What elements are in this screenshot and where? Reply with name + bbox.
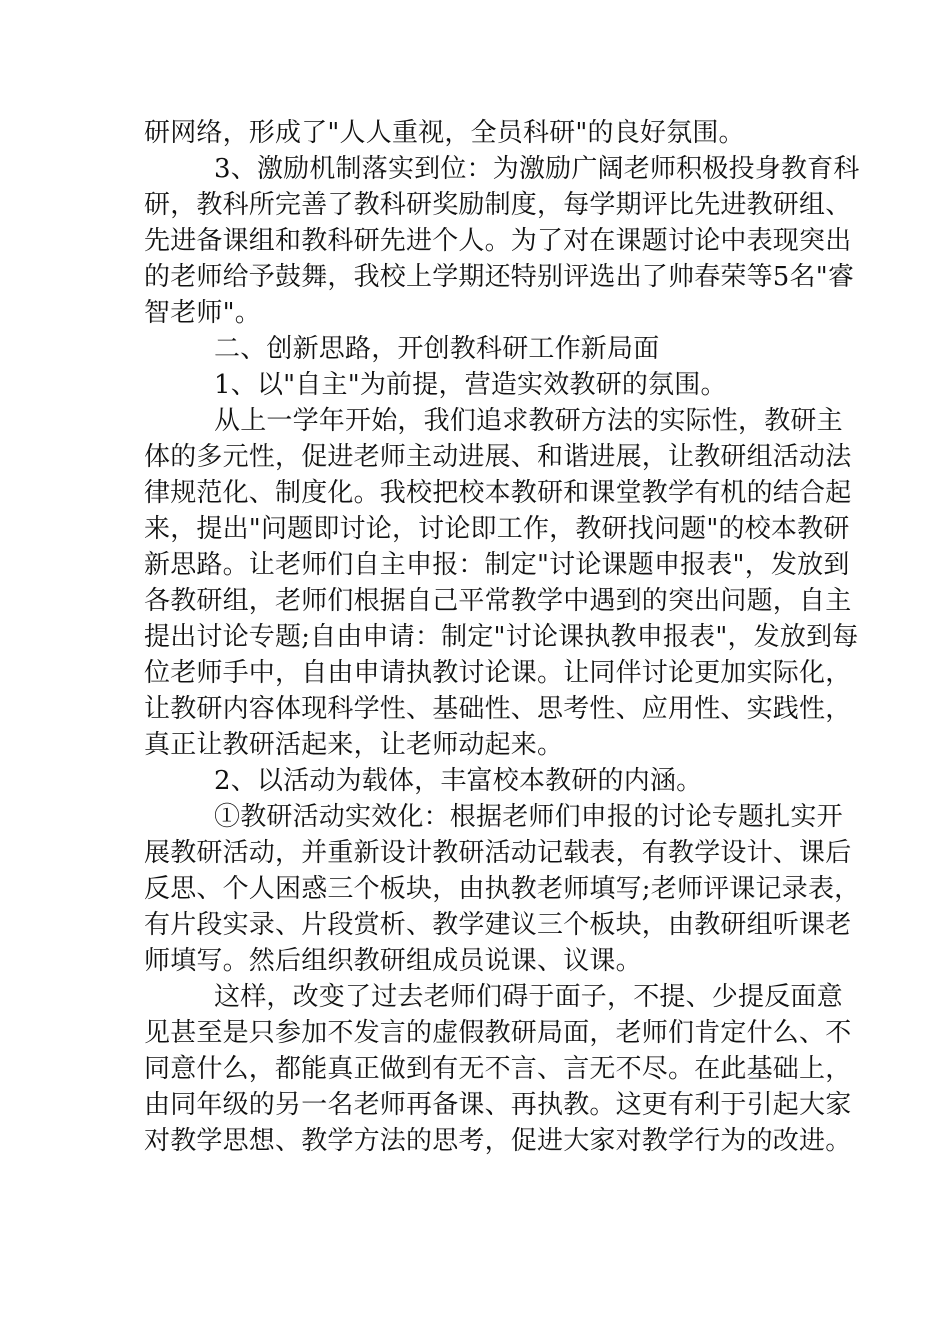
text-line: 先进备课组和教科研先进个人。为了对在课题讨论中表现突出 [144, 226, 852, 256]
text-line: 反思、个人困惑三个板块，由执教老师填写;老师评课记录表， [144, 874, 861, 904]
text-line: 有片段实录、片段赏析、教学建议三个板块，由教研组听课老 [144, 910, 852, 940]
paragraph-first-line: 3、激励机制落实到位：为激励广阔老师积极投身教育科 [214, 154, 860, 184]
text-line: 位老师手中，自由申请执教讨论课。让同伴讨论更加实际化， [144, 658, 852, 688]
text-line: 师填写。然后组织教研组成员说课、议课。 [144, 946, 642, 976]
text-line: 由同年级的另一名老师再备课、再执教。这更有利于引起大家 [144, 1090, 852, 1120]
paragraph-first-line: 这样，改变了过去老师们碍于面子，不提、少提反面意 [214, 982, 843, 1012]
text-line: 展教研活动，并重新设计教研活动记载表，有教学设计、课后 [144, 838, 852, 868]
text-line: 同意什么，都能真正做到有无不言、言无不尽。在此基础上， [144, 1054, 852, 1084]
text-line: 智老师"。 [144, 298, 261, 328]
text-line: 来，提出"问题即讨论，讨论即工作，教研找问题"的校本教研 [144, 514, 850, 544]
text-line: 律规范化、制度化。我校把校本教研和课堂教学有机的结合起 [144, 478, 852, 508]
text-line: 真正让教研活起来，让老师动起来。 [144, 730, 564, 760]
text-line: 各教研组，老师们根据自己平常教学中遇到的突出问题，自主 [144, 586, 852, 616]
text-line: 的老师给予鼓舞，我校上学期还特别评选出了帅春荣等5名"睿 [144, 262, 855, 292]
text-line: 研，教科所完善了教科研奖励制度，每学期评比先进教研组、 [144, 190, 852, 220]
text-line: 见甚至是只参加不发言的虚假教研局面，老师们肯定什么、不 [144, 1018, 852, 1048]
paragraph-first-line: 从上一学年开始，我们追求教研方法的实际性，教研主 [214, 406, 843, 436]
paragraph-first-line: 二、创新思路，开创教科研工作新局面 [214, 334, 660, 364]
text-line: 让教研内容体现科学性、基础性、思考性、应用性、实践性， [144, 694, 852, 724]
paragraph-first-line: 2、以活动为载体，丰富校本教研的内涵。 [214, 766, 703, 796]
paragraph-first-line: ①教研活动实效化：根据老师们申报的讨论专题扎实开 [214, 802, 843, 832]
body-text [144, 115, 861, 1159]
text-line: 新思路。让老师们自主申报：制定"讨论课题申报表"，发放到 [144, 550, 850, 580]
text-line: 研网络，形成了"人人重视，全员科研"的良好氛围。 [144, 118, 745, 148]
text-line: 对教学思想、教学方法的思考，促进大家对教学行为的改进。 [144, 1126, 852, 1156]
text-line: 提出讨论专题;自由申请：制定"讨论课执教申报表"，发放到每 [144, 622, 859, 652]
text-line: 体的多元性，促进老师主动进展、和谐进展，让教研组活动法 [144, 442, 852, 472]
paragraph-first-line: 1、以"自主"为前提，营造实效教研的氛围。 [214, 370, 727, 400]
